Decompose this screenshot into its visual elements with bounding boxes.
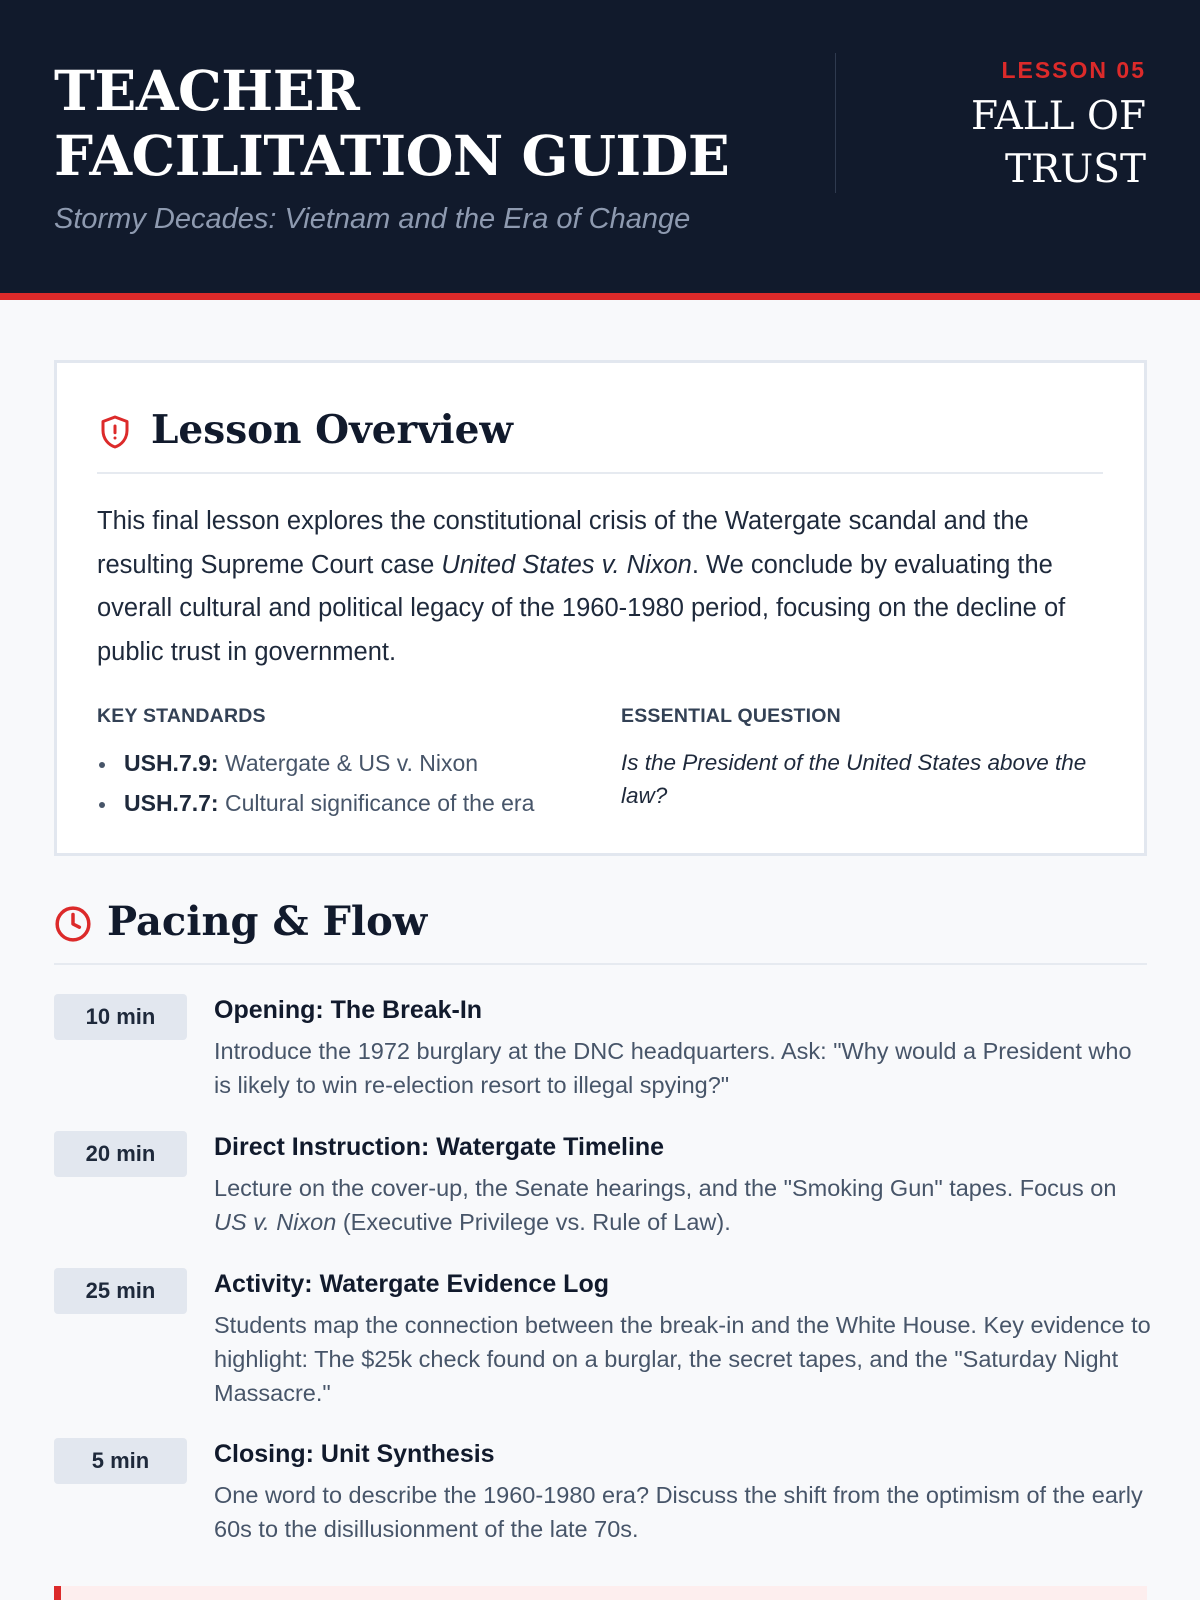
key-standards-heading: KEY STANDARDS	[97, 705, 266, 727]
step-title: Direct Instruction: Watergate Timeline	[214, 1133, 665, 1161]
unit-subtitle: Stormy Decades: Vietnam and the Era of Change	[54, 203, 691, 235]
step-description: Students map the connection between the break-in and the White House. Key evidence to highlight: The $25k check found on a burglar, the secret tapes, and the "Saturday Night Massacre."	[214, 1312, 1151, 1406]
lesson-overview-card	[54, 360, 1147, 856]
standard-code: USH.7.9:	[124, 750, 219, 776]
step-duration-badge: 10 min	[54, 994, 187, 1040]
step-title: Opening: The Break-In	[214, 996, 483, 1024]
standard-item	[97, 743, 577, 783]
step-title: Closing: Unit Synthesis	[214, 1440, 495, 1468]
step-description: One word to describe the 1960-1980 era? Discuss the shift from the optimism of the early 60s to the disillusionment of the late 70s.	[214, 1482, 1143, 1542]
step-duration-badge: 20 min	[54, 1131, 187, 1177]
step-description	[214, 1171, 1154, 1239]
overview-text-part: This final lesson explores the constitutional crisis of the Watergate scandal and the resulting Supreme Court case	[97, 507, 1029, 579]
step-text-part: Lecture on the cover-up, the Senate hearings, and the "Smoking Gun" tapes. Focus on	[214, 1175, 1117, 1201]
page-header	[0, 0, 1200, 300]
standard-text: Watergate & US v. Nixon	[218, 750, 479, 776]
callout-box	[54, 1586, 1147, 1600]
clock-icon	[54, 905, 92, 943]
overview-text-part: . We conclude by evaluating the overall cultural and political legacy of the 1960-1980 period, focusing on the decline of public trust in government.	[97, 550, 1066, 666]
lesson-name: FALL OF TRUST	[970, 94, 1146, 192]
step-description: Introduce the 1972 burglary at the DNC headquarters. Ask: "Why would a President who is likely to win re-election resort to illegal spying?"	[214, 1038, 1132, 1098]
lesson-number: LESSON 05	[1001, 57, 1146, 83]
overview-description	[97, 500, 1107, 674]
shield-alert-icon	[97, 413, 133, 451]
pacing-divider	[54, 963, 1147, 965]
step-duration-badge: 5 min	[54, 1438, 187, 1484]
overview-case-name: United States v. Nixon	[441, 550, 692, 579]
essential-question-heading: ESSENTIAL QUESTION	[621, 705, 841, 727]
standards-list	[97, 743, 577, 823]
essential-question: Is the President of the United States above the law?	[621, 750, 1087, 808]
standard-text: Cultural significance of the era	[218, 790, 535, 816]
standard-code: USH.7.7:	[124, 790, 219, 816]
pacing-title: Pacing & Flow	[107, 898, 428, 945]
overview-divider	[97, 472, 1103, 474]
overview-title: Lesson Overview	[151, 407, 513, 453]
step-case-name: US v. Nixon	[214, 1209, 337, 1235]
step-title: Activity: Watergate Evidence Log	[214, 1270, 609, 1298]
step-duration-badge: 25 min	[54, 1268, 187, 1314]
header-divider	[835, 53, 836, 193]
standard-item	[97, 783, 577, 823]
page-title: TEACHER FACILITATION GUIDE	[54, 58, 730, 188]
step-text-part: (Executive Privilege vs. Rule of Law).	[336, 1209, 731, 1235]
